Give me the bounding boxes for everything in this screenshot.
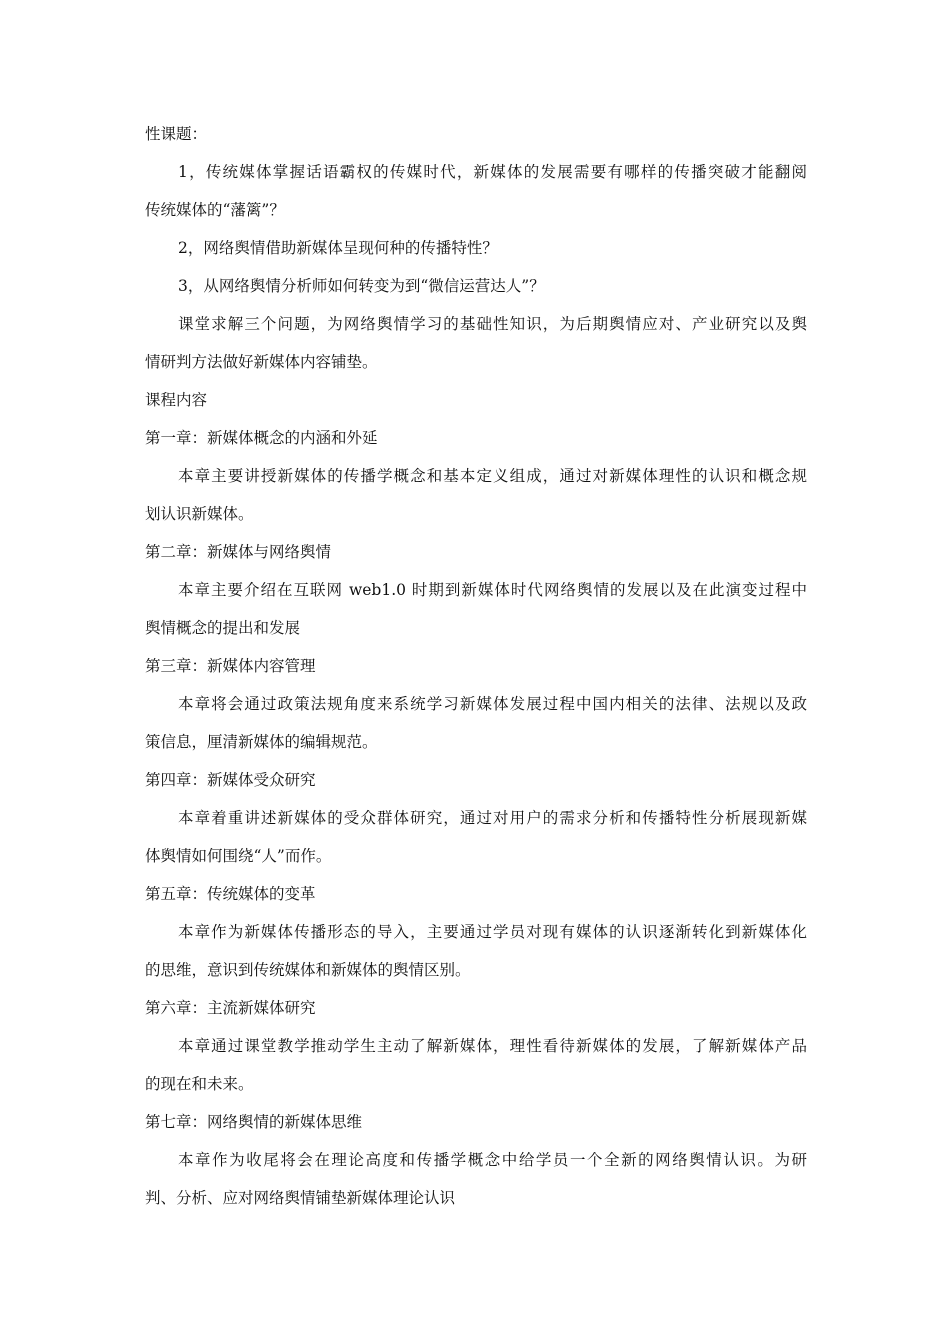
question-3: 3，从网络舆情分析师如何转变为到“微信运营达人”？: [178, 277, 545, 295]
chapter-6-desc-line-1: 本章通过课堂教学推动学生主动了解新媒体，理性看待新媒体的发展，了解新媒体产品: [178, 1037, 807, 1055]
intro-lead: 性课题：: [145, 125, 208, 143]
summary-line-1: 课堂求解三个问题，为网络舆情学习的基础性知识，为后期舆情应对、产业研究以及舆: [178, 315, 807, 333]
chapter-1-desc-line-1: 本章主要讲授新媒体的传播学概念和基本定义组成，通过对新媒体理性的认识和概念规: [178, 467, 807, 485]
chapter-5-title: 第五章：传统媒体的变革: [145, 885, 316, 903]
chapter-6-desc-line-2: 的现在和未来。: [145, 1075, 254, 1093]
chapter-2-desc-line-2: 舆情概念的提出和发展: [145, 619, 301, 637]
chapter-2-desc-line-1: 本章主要介绍在互联网 web1.0 时期到新媒体时代网络舆情的发展以及在此演变过程中: [178, 581, 807, 599]
chapter-1-desc-line-2: 划认识新媒体。: [145, 505, 254, 523]
question-1-line-1: 1，传统媒体掌握话语霸权的传媒时代，新媒体的发展需要有哪样的传播突破才能翻阅: [178, 163, 807, 181]
chapter-3-title: 第三章：新媒体内容管理: [145, 657, 316, 675]
question-1-line-2: 传统媒体的“藩篱”？: [145, 201, 285, 219]
chapter-3-desc-line-2: 策信息，厘清新媒体的编辑规范。: [145, 733, 378, 751]
chapter-5-desc-line-2: 的思维，意识到传统媒体和新媒体的舆情区别。: [145, 961, 471, 979]
chapter-7-title: 第七章：网络舆情的新媒体思维: [145, 1113, 363, 1131]
chapter-6-title: 第六章：主流新媒体研究: [145, 999, 316, 1017]
chapter-2-title: 第二章：新媒体与网络舆情: [145, 543, 332, 561]
question-2: 2，网络舆情借助新媒体呈现何种的传播特性？: [178, 239, 498, 257]
summary-line-2: 情研判方法做好新媒体内容铺垫。: [145, 353, 378, 371]
chapter-4-title: 第四章：新媒体受众研究: [145, 771, 316, 789]
section-title: 课程内容: [145, 391, 208, 409]
chapter-4-desc-line-1: 本章着重讲述新媒体的受众群体研究，通过对用户的需求分析和传播特性分析展现新媒: [178, 809, 807, 827]
chapter-3-desc-line-1: 本章将会通过政策法规角度来系统学习新媒体发展过程中国内相关的法律、法规以及政: [178, 695, 807, 713]
chapter-4-desc-line-2: 体舆情如何围绕“人”而作。: [145, 847, 332, 865]
chapter-7-desc-line-1: 本章作为收尾将会在理论高度和传播学概念中给学员一个全新的网络舆情认识。为研: [178, 1151, 807, 1169]
chapter-5-desc-line-1: 本章作为新媒体传播形态的导入，主要通过学员对现有媒体的认识逐渐转化到新媒体化: [178, 923, 807, 941]
chapter-1-title: 第一章：新媒体概念的内涵和外延: [145, 429, 378, 447]
chapter-7-desc-line-2: 判、分析、应对网络舆情铺垫新媒体理论认识: [145, 1189, 456, 1207]
